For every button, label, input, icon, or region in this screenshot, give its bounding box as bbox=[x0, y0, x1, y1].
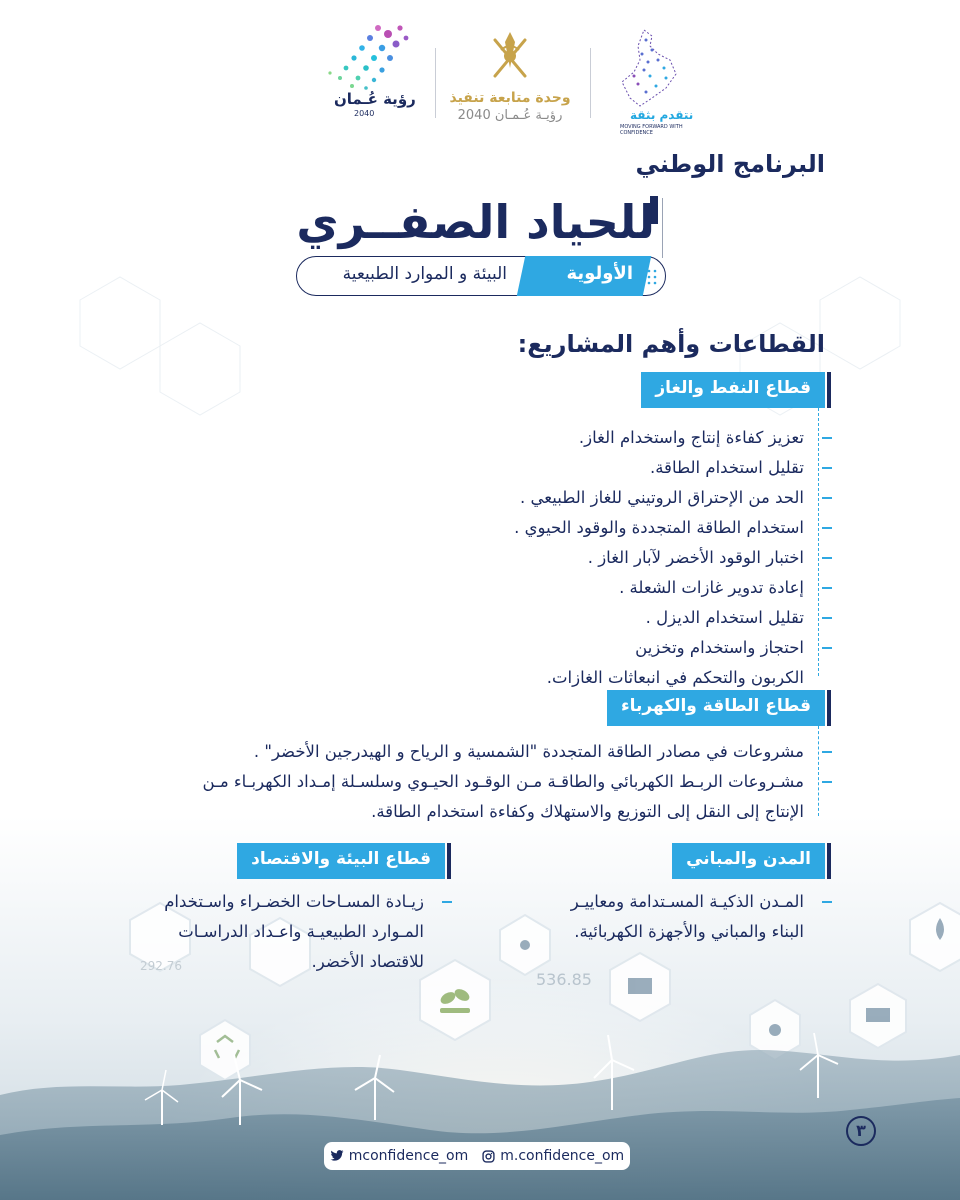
social-footer bbox=[324, 1142, 630, 1170]
vision-logo-text: رؤية عُـمان bbox=[334, 90, 416, 108]
priority-value: البيئة و الموارد الطبيعية bbox=[342, 264, 507, 284]
bullet-dash bbox=[822, 497, 832, 499]
oman-map-logo bbox=[600, 26, 710, 136]
program-title: البرنامج الوطني bbox=[635, 150, 825, 178]
vision-logo-year: 2040 bbox=[354, 109, 375, 118]
list-item bbox=[132, 767, 832, 827]
sector-environment bbox=[225, 843, 445, 879]
priority-pill bbox=[296, 256, 666, 296]
sector-cities-title: المدن والمباني bbox=[672, 843, 825, 879]
main-title: للحياد الصفــري bbox=[296, 195, 655, 249]
bullet-dash bbox=[822, 437, 832, 439]
sector-tick bbox=[827, 690, 831, 726]
page-number: ٣ bbox=[846, 1116, 876, 1146]
bullet-dash bbox=[822, 467, 832, 469]
map-logo-subtext: MOVING FORWARD WITH CONFIDENCE bbox=[620, 124, 683, 136]
list-item-text: احتجاز واستخدام وتخزين bbox=[635, 638, 804, 657]
list-item-continuation: المـوارد الطبيعيـة واعـداد الدراسـات bbox=[178, 922, 424, 941]
environment-list bbox=[122, 887, 452, 977]
instagram-icon bbox=[482, 1150, 495, 1163]
sector-energy-title: قطاع الطاقة والكهرباء bbox=[607, 690, 825, 726]
cities-list bbox=[512, 887, 832, 947]
vision-swirl-icon bbox=[270, 18, 420, 128]
twitter-handle-text: mconfidence_om bbox=[348, 1148, 469, 1164]
list-item bbox=[332, 603, 832, 633]
list-item bbox=[332, 453, 832, 483]
list-item-continuation: البناء والمباني والأجهزة الكهربائية. bbox=[574, 922, 804, 941]
list-item-text: إعادة تدوير غازات الشعلة . bbox=[619, 578, 804, 597]
twitter-handle[interactable] bbox=[330, 1148, 468, 1164]
bullet-dash bbox=[822, 647, 832, 649]
sector-tick bbox=[447, 843, 451, 879]
unit-logo-line2: رؤيـة عُـمـان 2040 bbox=[457, 108, 563, 123]
twitter-icon bbox=[330, 1150, 344, 1162]
list-item-continuation: للاقتصاد الأخضر. bbox=[311, 952, 424, 971]
list-item-text: مشـروعات الربـط الكهربائي والطاقـة مـن الوقـود الحيـوي وسلسـلة إمـداد الكهربـاء مـن bbox=[202, 772, 804, 791]
sector-environment-title: قطاع البيئة والاقتصاد bbox=[237, 843, 445, 879]
bg-number-2: 292.76 bbox=[140, 959, 182, 973]
bullet-dash bbox=[822, 901, 832, 903]
bullet-dash bbox=[822, 781, 832, 783]
bullet-dash bbox=[822, 587, 832, 589]
oil-gas-list bbox=[332, 423, 832, 693]
header-logos bbox=[270, 18, 710, 136]
list-item bbox=[332, 543, 832, 573]
list-item-text: زيـادة المسـاحات الخضـراء واسـتخدام bbox=[164, 892, 424, 911]
list-item-text: تعزيز كفاءة إنتاج واستخدام الغاز. bbox=[578, 428, 804, 447]
priority-label: الأولوية bbox=[566, 263, 633, 284]
list-item bbox=[332, 513, 832, 543]
list-item-text: مشروعات في مصادر الطاقة المتجددة "الشمسية و الرياح و الهيدرجين الأخضر" . bbox=[253, 742, 804, 761]
list-item-text: استخدام الطاقة المتجددة والوقود الحيوي . bbox=[514, 518, 804, 537]
sector-tick bbox=[827, 843, 831, 879]
unit-logo-line1: وحدة متابعة تنفيذ bbox=[449, 90, 571, 106]
list-item-text: اختبار الوقود الأخضر لآبار الغاز . bbox=[587, 548, 804, 567]
bullet-dash bbox=[822, 751, 832, 753]
list-item-text: الحد من الإحتراق الروتيني للغاز الطبيعي . bbox=[520, 488, 804, 507]
map-logo-text: نتقدم بثقة bbox=[630, 108, 694, 122]
bullet-dash bbox=[442, 901, 452, 903]
list-item bbox=[512, 887, 832, 947]
list-item bbox=[122, 887, 452, 977]
oman-map-icon bbox=[600, 26, 710, 110]
title-divider-line bbox=[662, 198, 663, 258]
list-item-text: المـدن الذكيـة المسـتدامة ومعاييـر bbox=[570, 892, 804, 911]
logo-separator bbox=[435, 48, 436, 118]
national-emblem-icon bbox=[445, 28, 575, 88]
main-title-wrap bbox=[296, 190, 655, 254]
list-item-text: تقليل استخدام الطاقة. bbox=[649, 458, 804, 477]
list-item bbox=[332, 423, 832, 453]
sector-oil-gas bbox=[625, 372, 825, 408]
sector-cities bbox=[675, 843, 825, 879]
section-heading: القطاعات وأهم المشاريع: bbox=[517, 330, 825, 358]
list-item bbox=[332, 633, 832, 693]
bg-number-1: 536.85 bbox=[536, 970, 592, 989]
list-item-text: تقليل استخدام الديزل . bbox=[645, 608, 804, 627]
logo-separator bbox=[590, 48, 591, 118]
sector-tick bbox=[827, 372, 831, 408]
energy-list bbox=[132, 737, 832, 827]
dots-pattern-icon bbox=[639, 267, 665, 287]
implementation-unit-logo bbox=[445, 28, 575, 128]
instagram-handle[interactable] bbox=[482, 1148, 624, 1164]
bullet-dash bbox=[822, 527, 832, 529]
oman-vision-logo bbox=[270, 18, 420, 128]
list-item bbox=[132, 737, 832, 767]
sector-energy bbox=[595, 690, 825, 726]
list-item bbox=[332, 573, 832, 603]
instagram-handle-text: m.confidence_om bbox=[500, 1148, 625, 1164]
bullet-dash bbox=[822, 557, 832, 559]
list-item-continuation: الكربون والتحكم في انبعاثات الغازات. bbox=[546, 668, 804, 687]
sector-oil-gas-title: قطاع النفط والغاز bbox=[641, 372, 825, 408]
list-item bbox=[332, 483, 832, 513]
bullet-dash bbox=[822, 617, 832, 619]
list-item-continuation: الإنتاج إلى النقل إلى التوزيع والاستهلاك وكفاءة استخدام الطاقة. bbox=[371, 802, 804, 821]
